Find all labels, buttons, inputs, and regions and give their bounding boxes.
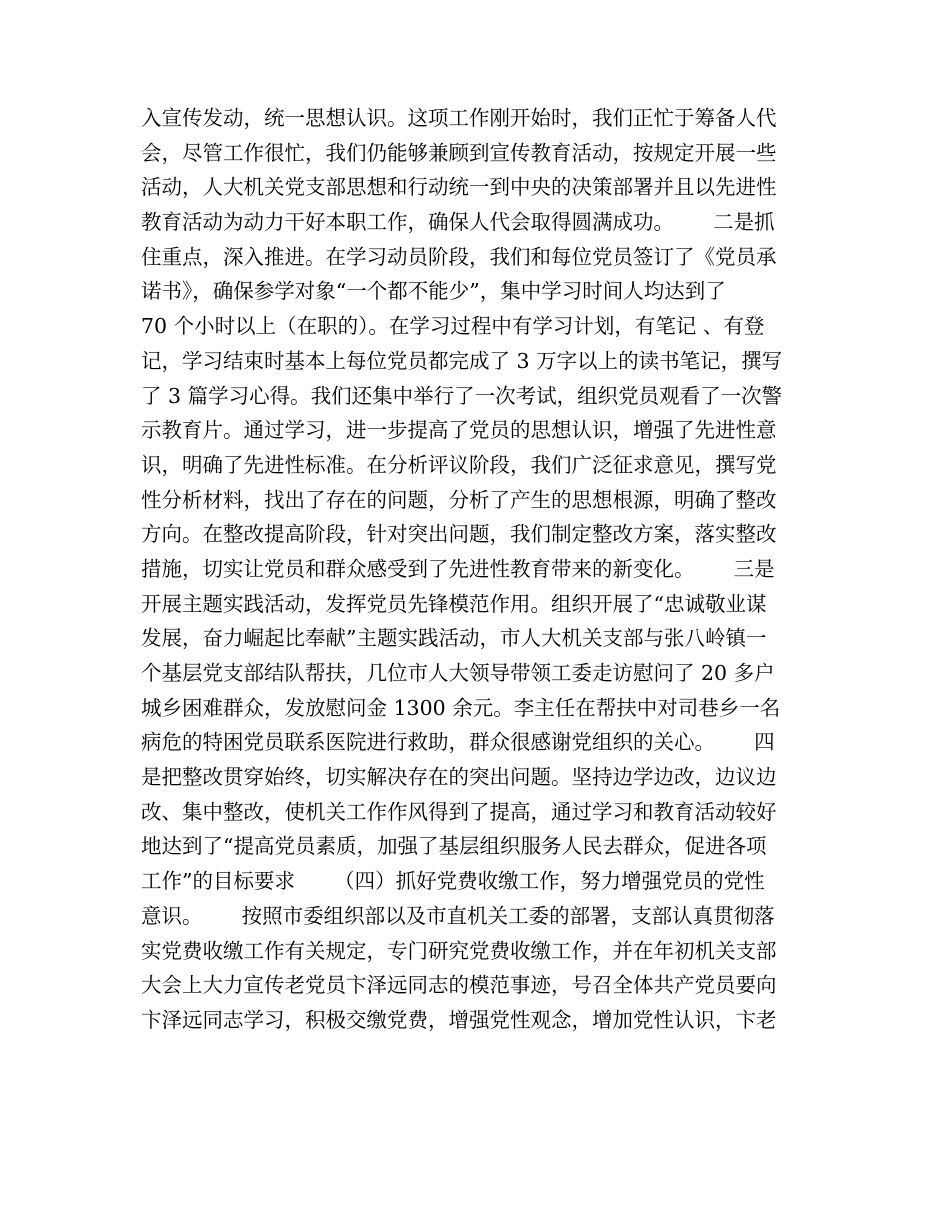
text-line: 城乡困难群众，发放慰问金 1300 余元。李主任在帮扶中对司巷乡一名 xyxy=(141,695,781,720)
text-line: 入宣传发动，统一思想认识。这项工作刚开始时，我们正忙于筹备人代 xyxy=(141,106,777,130)
text-line: 活动，人大机关党支部思想和行动统一到中央的决策部署并且以先进性 xyxy=(141,175,777,200)
text-line: 方向。在整改提高阶段，针对突出问题，我们制定整改方案，落实整改 xyxy=(141,522,777,547)
text-line: 个基层党支部结队帮扶，几位市人大领导带领工委走访慰问了 20 多户 xyxy=(141,661,775,685)
text-line: 大会上大力宣传老党员卞泽远同志的模范事迹，号召全体共产党员要向 xyxy=(141,973,777,998)
text-line: 示教育片。通过学习，进一步提高了党员的思想认识，增强了先进性意 xyxy=(141,418,777,443)
text-line: 发展，奋力崛起比奉献”主题实践活动，市人大机关支部与张八岭镇一 xyxy=(141,626,767,651)
text-line: 识，明确了先进性标准。在分析评议阶段，我们广泛征求意见，撰写党 xyxy=(141,452,777,477)
text-line: 记，学习结束时基本上每位党员都完成了 3 万字以上的读书笔记，撰写 xyxy=(141,348,783,373)
text-line: 病危的特困党员联系医院进行救助，群众很感谢党组织的关心。 四 xyxy=(141,730,775,755)
text-line: 住重点，深入推进。在学习动员阶段，我们和每位党员签订了《党员承 xyxy=(141,244,777,269)
body-text xyxy=(141,101,821,1038)
text-line: 实党费收缴工作有关规定，专门研究党费收缴工作，并在年初机关支部 xyxy=(141,938,777,963)
text-line: 了 3 篇学习心得。我们还集中举行了一次考试，组织党员观看了一次警 xyxy=(141,383,783,408)
text-line: 性分析材料，找出了存在的问题，分析了产生的思想根源，明确了整改 xyxy=(141,487,777,512)
text-line: 改、集中整改，使机关工作作风得到了提高，通过学习和教育活动较好 xyxy=(141,799,777,824)
text-line: 意识。 按照市委组织部以及市直机关工委的部署，支部认真贯彻落 xyxy=(141,903,775,928)
text-line: 教育活动为动力干好本职工作，确保人代会取得圆满成功。 二是抓 xyxy=(141,210,775,235)
text-line: 开展主题实践活动，发挥党员先锋模范作用。组织开展了“忠诚敬业谋 xyxy=(141,591,767,616)
text-line: 措施，切实让党员和群众感受到了先进性教育带来的新变化。 三是 xyxy=(141,556,775,581)
text-line: 诺书》，确保参学对象“一个都不能少”，集中学习时间人均达到了 xyxy=(141,279,726,304)
text-line: 70 个小时以上（在职的）。在学习过程中有学习计划，有笔记 、有登 xyxy=(141,314,765,339)
text-line: 会，尽管工作很忙，我们仍能够兼顾到宣传教育活动，按规定开展一些 xyxy=(141,140,777,165)
text-line: 地达到了“提高党员素质，加强了基层组织服务人民去群众，促进各项 xyxy=(141,834,767,859)
text-line: 工作”的目标要求 （四）抓好党费收缴工作，努力增强党员的党性 xyxy=(141,869,765,894)
text-line: 卞泽远同志学习，积极交缴党费，增强党性观念，增加党性认识，卞老 xyxy=(141,1007,777,1032)
text-line: 是把整改贯穿始终，切实解决存在的突出问题。坚持边学边改，边议边 xyxy=(141,765,777,790)
